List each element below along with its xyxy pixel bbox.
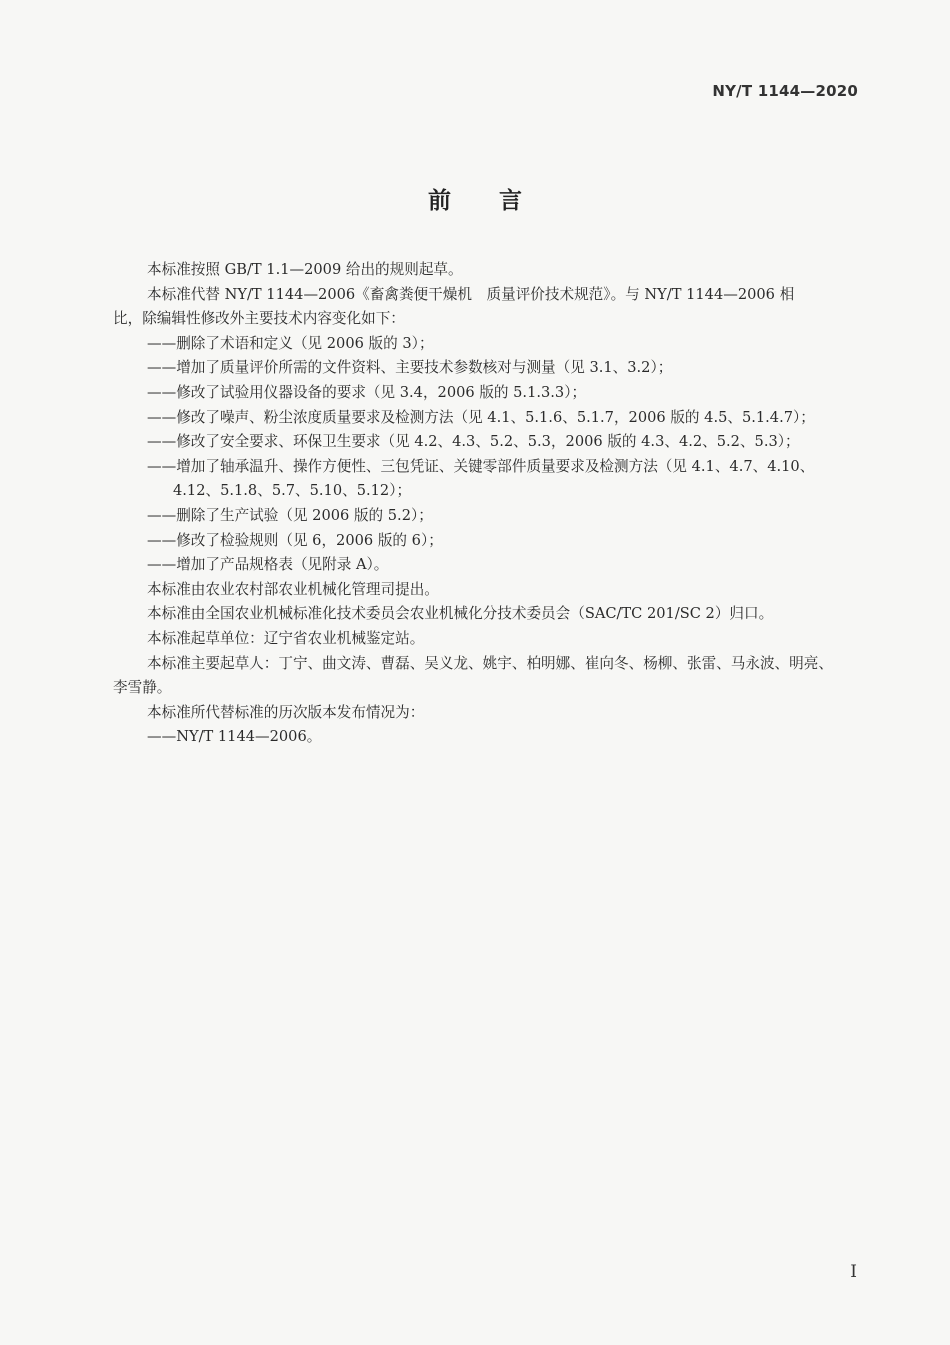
page-title: 前 言 <box>427 188 522 214</box>
paragraph: 本标准按照 GB/T 1.1—2009 给出的规则起草。 <box>147 261 463 278</box>
paragraph-continuation: 比，除编辑性修改外主要技术内容变化如下： <box>113 310 405 328</box>
list-item-continuation: 4.12、5.1.8、5.7、5.10、5.12）； <box>173 482 412 500</box>
list-item: ——修改了试验用仪器设备的要求（见 3.4，2006 版的 5.1.3.3）； <box>147 383 587 401</box>
list-item: ——增加了产品规格表（见附录 A）。 <box>147 556 389 574</box>
list-item: ——增加了质量评价所需的文件资料、主要技术参数核对与测量（见 3.1、3.2）； <box>147 359 673 377</box>
list-item: ——删除了术语和定义（见 2006 版的 3）； <box>147 334 434 352</box>
list-item: ——增加了轴承温升、操作方便性、三包凭证、关键零部件质量要求及检测方法（见 4.1、4.7、4.10、 <box>147 457 815 475</box>
list-item: ——NY/T 1144—2006。 <box>147 728 322 746</box>
paragraph: 本标准主要起草人：丁宁、曲文涛、曹磊、吴义龙、姚宇、柏明娜、崔向冬、杨柳、张雷、马永波、明亮、 <box>147 654 833 672</box>
paragraph: 本标准由农业农村部农业机械化管理司提出。 <box>147 580 439 598</box>
foreword-body <box>113 258 865 750</box>
list-item: ——修改了检验规则（见 6，2006 版的 6）； <box>147 531 443 549</box>
paragraph: 本标准所代替标准的历次版本发布情况为： <box>147 703 425 721</box>
list-item: ——删除了生产试验（见 2006 版的 5.2）； <box>147 506 433 524</box>
paragraph: 本标准代替 NY/T 1144—2006《畜禽粪便干燥机 质量评价技术规范》。与 NY/T 1144—2006 相 <box>147 285 795 303</box>
list-item: ——修改了噪声、粉尘浓度质量要求及检测方法（见 4.1、5.1.6、5.1.7，2006 版的 4.5、5.1.4.7）； <box>147 408 815 426</box>
list-item: ——修改了安全要求、环保卫生要求（见 4.2、4.3、5.2、5.3，2006 版的 4.3、4.2、5.2、5.3）； <box>147 433 800 451</box>
paragraph-continuation: 李雪静。 <box>113 679 172 697</box>
paragraph: 本标准起草单位：辽宁省农业机械鉴定站。 <box>147 629 425 647</box>
standard-code: NY/T 1144—2020 <box>712 82 858 100</box>
page-number: I <box>850 1262 857 1282</box>
paragraph: 本标准由全国农业机械标准化技术委员会农业机械化分技术委员会（SAC/TC 201/SC 2）归口。 <box>147 605 774 623</box>
